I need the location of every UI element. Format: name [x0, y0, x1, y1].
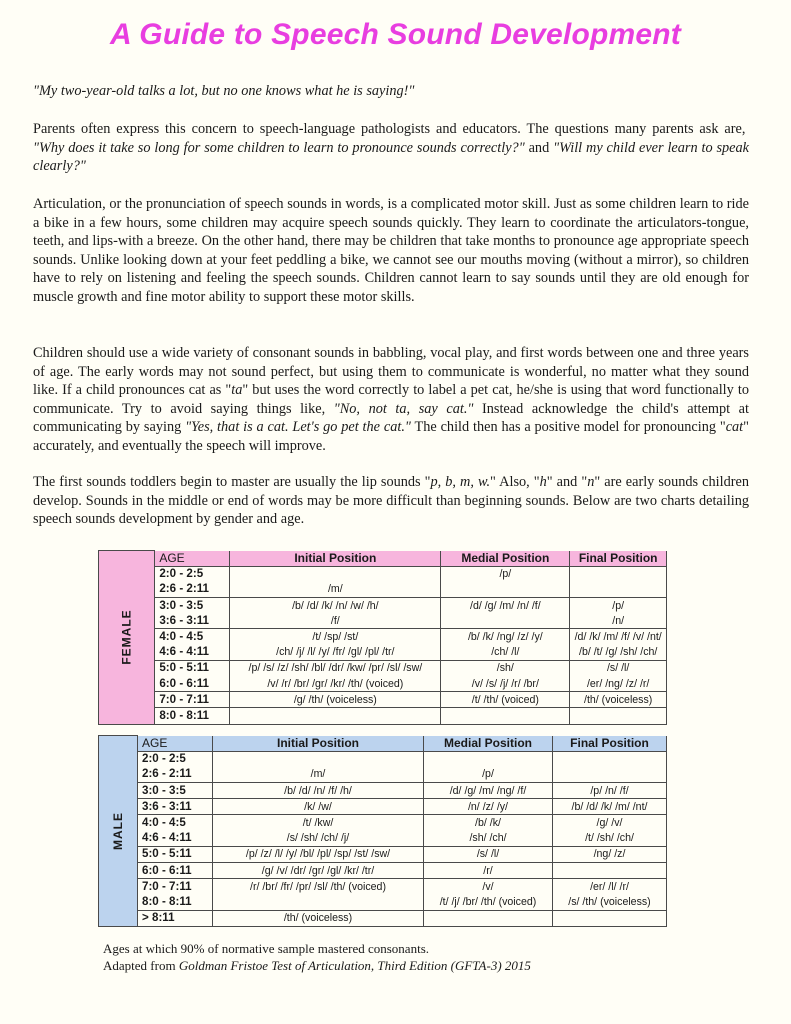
medial-cell: /v/: [424, 879, 553, 895]
paragraph-4-a: The first sounds toddlers begin to master are usually the lip sounds ": [33, 474, 431, 490]
female-header-row: [99, 551, 667, 567]
final-cell: [553, 910, 667, 926]
medial-cell: /t/ /j/ /br/ /th/ (voiced): [424, 894, 553, 910]
paragraph-2-text: Articulation, or the pronunciation of speech sounds in words, is a complicated motor skill. Just as some children learn to ride a bike in a few hours, some children may acquire speech sounds quickly. They learn to coordinate the articulators-tongue, teeth, and lips-with a breeze. On the other hand, there may be children that take months to pronounce age appropriate speech sounds. Unlike looking down at your feet peddling a bike, we cannot see our mouths moving (without a mirror), so children have to rely on listening and feeling the speech sounds. Children cannot learn to say sounds until they are old enough for muscle growth and fine motor ability to support these motor skills.: [33, 196, 749, 305]
medial-cell: /r/: [424, 863, 553, 879]
final-cell: [553, 863, 667, 879]
age-cell: 2:6 - 2:11: [155, 582, 230, 598]
medial-cell: /b/ /k/: [424, 815, 553, 831]
female-chart: [98, 550, 667, 725]
male-chart: [98, 735, 667, 927]
age-cell: 2:0 - 2:5: [138, 751, 213, 767]
paragraph-1-text: Parents often express this concern to speech-language pathologists and educators. The questions many parents ask are,: [33, 121, 746, 137]
female-initial-header: Initial Position: [230, 551, 441, 567]
source-note-prefix: Adapted from: [103, 958, 179, 973]
medial-cell: /s/ /l/: [424, 846, 553, 862]
paragraph-4-b: " Also, ": [490, 474, 540, 490]
paragraph-3-d: The child then has a positive model for pronouncing ": [410, 419, 726, 436]
table-row: [99, 815, 667, 831]
final-cell: [553, 751, 667, 767]
initial-cell: /k/ /w/: [213, 799, 424, 815]
age-cell: 3:6 - 3:11: [138, 799, 213, 815]
intro-quote: [33, 82, 749, 101]
final-cell: [570, 708, 667, 724]
paragraph-2: [33, 195, 749, 307]
male-header-row: [99, 736, 667, 752]
initial-cell: /m/: [230, 582, 441, 598]
initial-cell: /t/ /sp/ /st/: [230, 629, 441, 645]
male-label: MALE: [111, 811, 125, 850]
source-note-citation: Goldman Fristoe Test of Articulation, Third Edition (GFTA-3) 2015: [178, 958, 531, 973]
source-note: [103, 940, 531, 974]
medial-cell: /ch/ /l/: [441, 645, 570, 661]
female-label: FEMALE: [119, 609, 134, 665]
initial-cell: /f/: [230, 613, 441, 629]
initial-cell: /g/ /th/ (voiceless): [230, 692, 441, 708]
paragraph-3-quote-2: "Yes, that is a cat. Let's go pet the cat.": [185, 419, 411, 436]
paragraph-3-b: " but uses the word correctly to label a pet cat, he/she is using that word functionally to communicate. Try to avoid saying things like,: [33, 382, 749, 417]
table-row: [99, 783, 667, 799]
paragraph-3-ta: ta: [231, 382, 243, 399]
medial-cell: /n/ /z/ /y/: [424, 799, 553, 815]
table-row: [99, 846, 667, 862]
initial-cell: /t/ /kw/: [213, 815, 424, 831]
female-age-header: AGE: [155, 551, 230, 567]
paragraph-1-question-1: "Why does it take so long for some children to learn to pronounce sounds correctly?": [33, 139, 525, 156]
final-cell: /th/ (voiceless): [570, 692, 667, 708]
table-row: [99, 879, 667, 895]
paragraph-3-cat: cat: [725, 419, 744, 436]
medial-cell: [441, 582, 570, 598]
medial-cell: /d/ /g/ /m/ /ng/ /f/: [424, 783, 553, 799]
initial-cell: /th/ (voiceless): [213, 910, 424, 926]
table-row: [99, 910, 667, 926]
male-age-header: AGE: [138, 736, 213, 752]
female-final-header: Final Position: [570, 551, 667, 567]
initial-cell: /m/: [213, 767, 424, 783]
age-cell: 3:0 - 3:5: [138, 783, 213, 799]
final-cell: /g/ /v/: [553, 815, 667, 831]
paragraph-4-n: n: [587, 474, 595, 490]
table-row: [99, 708, 667, 724]
final-cell: /er/ /l/ /r/: [553, 879, 667, 895]
final-cell: /er/ /ng/ /z/ /r/: [570, 676, 667, 692]
age-cell: 2:0 - 2:5: [155, 566, 230, 582]
table-row: [99, 613, 667, 629]
medial-cell: /sh/: [441, 660, 570, 676]
source-note-line-2: [103, 957, 531, 974]
final-cell: [570, 582, 667, 598]
final-cell: [553, 767, 667, 783]
paragraph-3: [33, 344, 749, 456]
medial-cell: [441, 708, 570, 724]
initial-cell: [213, 894, 424, 910]
final-cell: /t/ /sh/ /ch/: [553, 831, 667, 847]
age-cell: 8:0 - 8:11: [138, 894, 213, 910]
male-initial-header: Initial Position: [213, 736, 424, 752]
male-medial-header: Medial Position: [424, 736, 553, 752]
paragraph-3-c: Instead acknowledge the child's attempt at communicating by saying: [33, 400, 750, 436]
medial-cell: /d/ /g/ /m/ /n/ /f/: [441, 598, 570, 614]
age-cell: 8:0 - 8:11: [155, 708, 230, 724]
initial-cell: /p/ /z/ /l/ /y/ /bl/ /pl/ /sp/ /st/ /sw/: [213, 846, 424, 862]
final-cell: /p/: [570, 598, 667, 614]
medial-cell: [424, 751, 553, 767]
source-note-line-1: Ages at which 90% of normative sample mastered consonants.: [103, 941, 429, 956]
paragraph-3-quote-1: "No, not ta, say cat.": [333, 400, 474, 417]
age-cell: 5:0 - 5:11: [155, 660, 230, 676]
paragraph-3-a: Children should use a wide variety of consonant sounds in babbling, vocal play, and first words between one and three years of age. The early words may not sound perfect, but using them to communicate is wonderful, no matter what they sound like. If a child pronounces cat as ": [33, 345, 749, 399]
table-row: [99, 598, 667, 614]
paragraph-3-e: " accurately, and eventually the speech will improve.: [33, 419, 749, 454]
final-cell: /s/ /l/: [570, 660, 667, 676]
initial-cell: [213, 751, 424, 767]
page-title: A Guide to Speech Sound Development: [110, 18, 681, 51]
age-cell: > 8:11: [138, 910, 213, 926]
medial-cell: /t/ /th/ (voiced): [441, 692, 570, 708]
paragraph-1: [33, 120, 749, 176]
medial-cell: /v/ /s/ /j/ /r/ /br/: [441, 676, 570, 692]
table-row: [99, 645, 667, 661]
age-cell: 2:6 - 2:11: [138, 767, 213, 783]
age-cell: 4:0 - 4:5: [138, 815, 213, 831]
final-cell: /n/: [570, 613, 667, 629]
age-cell: 6:0 - 6:11: [138, 863, 213, 879]
medial-cell: [424, 910, 553, 926]
final-cell: [570, 566, 667, 582]
medial-cell: /sh/ /ch/: [424, 831, 553, 847]
quote-text: "My two-year-old talks a lot, but no one knows what he is saying!": [33, 83, 415, 99]
paragraph-4-d: " are early sounds children develop. Sounds in the middle or end of words may be more difficult than beginning sounds. Below are two charts detailing speech sounds development by gender and age.: [33, 474, 749, 528]
age-cell: 6:0 - 6:11: [155, 676, 230, 692]
final-cell: /p/ /n/ /f/: [553, 783, 667, 799]
age-cell: 5:0 - 5:11: [138, 846, 213, 862]
initial-cell: /b/ /d/ /k/ /n/ /w/ /h/: [230, 598, 441, 614]
table-row: [99, 831, 667, 847]
initial-cell: /b/ /d/ /n/ /f/ /h/: [213, 783, 424, 799]
table-row: [99, 676, 667, 692]
initial-cell: [230, 566, 441, 582]
age-cell: 3:6 - 3:11: [155, 613, 230, 629]
paragraph-1-and: and: [528, 139, 550, 156]
final-cell: /b/ /t/ /g/ /sh/ /ch/: [570, 645, 667, 661]
table-row: [99, 799, 667, 815]
table-row: [99, 863, 667, 879]
initial-cell: /v/ /r/ /br/ /gr/ /kr/ /th/ (voiced): [230, 676, 441, 692]
final-cell: /b/ /d/ /k/ /m/ /nt/: [553, 799, 667, 815]
medial-cell: /p/: [441, 566, 570, 582]
table-row: [99, 629, 667, 645]
paragraph-4: [33, 473, 749, 529]
initial-cell: /ch/ /j/ /l/ /y/ /fr/ /gl/ /pl/ /tr/: [230, 645, 441, 661]
female-side-label: [99, 551, 155, 725]
initial-cell: /s/ /sh/ /ch/ /j/: [213, 831, 424, 847]
final-cell: /ng/ /z/: [553, 846, 667, 862]
paragraph-4-c: " and ": [546, 474, 588, 490]
age-cell: 4:6 - 4:11: [138, 831, 213, 847]
table-row: [99, 660, 667, 676]
final-cell: /d/ /k/ /m/ /f/ /v/ /nt/: [570, 629, 667, 645]
table-row: [99, 582, 667, 598]
table-row: [99, 894, 667, 910]
age-cell: 3:0 - 3:5: [155, 598, 230, 614]
medial-cell: /b/ /k/ /ng/ /z/ /y/: [441, 629, 570, 645]
paragraph-4-h: h: [539, 474, 547, 490]
table-row: [99, 767, 667, 783]
female-medial-header: Medial Position: [441, 551, 570, 567]
age-cell: 7:0 - 7:11: [155, 692, 230, 708]
initial-cell: /r/ /br/ /fr/ /pr/ /sl/ /th/ (voiced): [213, 879, 424, 895]
age-cell: 7:0 - 7:11: [138, 879, 213, 895]
medial-cell: /p/: [424, 767, 553, 783]
table-row: [99, 692, 667, 708]
paragraph-4-sounds: p, b, m, w.: [430, 474, 491, 490]
final-cell: /s/ /th/ (voiceless): [553, 894, 667, 910]
table-row: [99, 751, 667, 767]
male-final-header: Final Position: [553, 736, 667, 752]
initial-cell: /p/ /s/ /z/ /sh/ /bl/ /dr/ /kw/ /pr/ /sl/ /sw/: [230, 660, 441, 676]
paragraph-1-question-2: "Will my child ever learn to speak clearly?": [33, 139, 750, 175]
table-row: [99, 566, 667, 582]
initial-cell: [230, 708, 441, 724]
male-side-label: [99, 736, 138, 927]
age-cell: 4:6 - 4:11: [155, 645, 230, 661]
medial-cell: [441, 613, 570, 629]
age-cell: 4:0 - 4:5: [155, 629, 230, 645]
initial-cell: /g/ /v/ /dr/ /gr/ /gl/ /kr/ /tr/: [213, 863, 424, 879]
